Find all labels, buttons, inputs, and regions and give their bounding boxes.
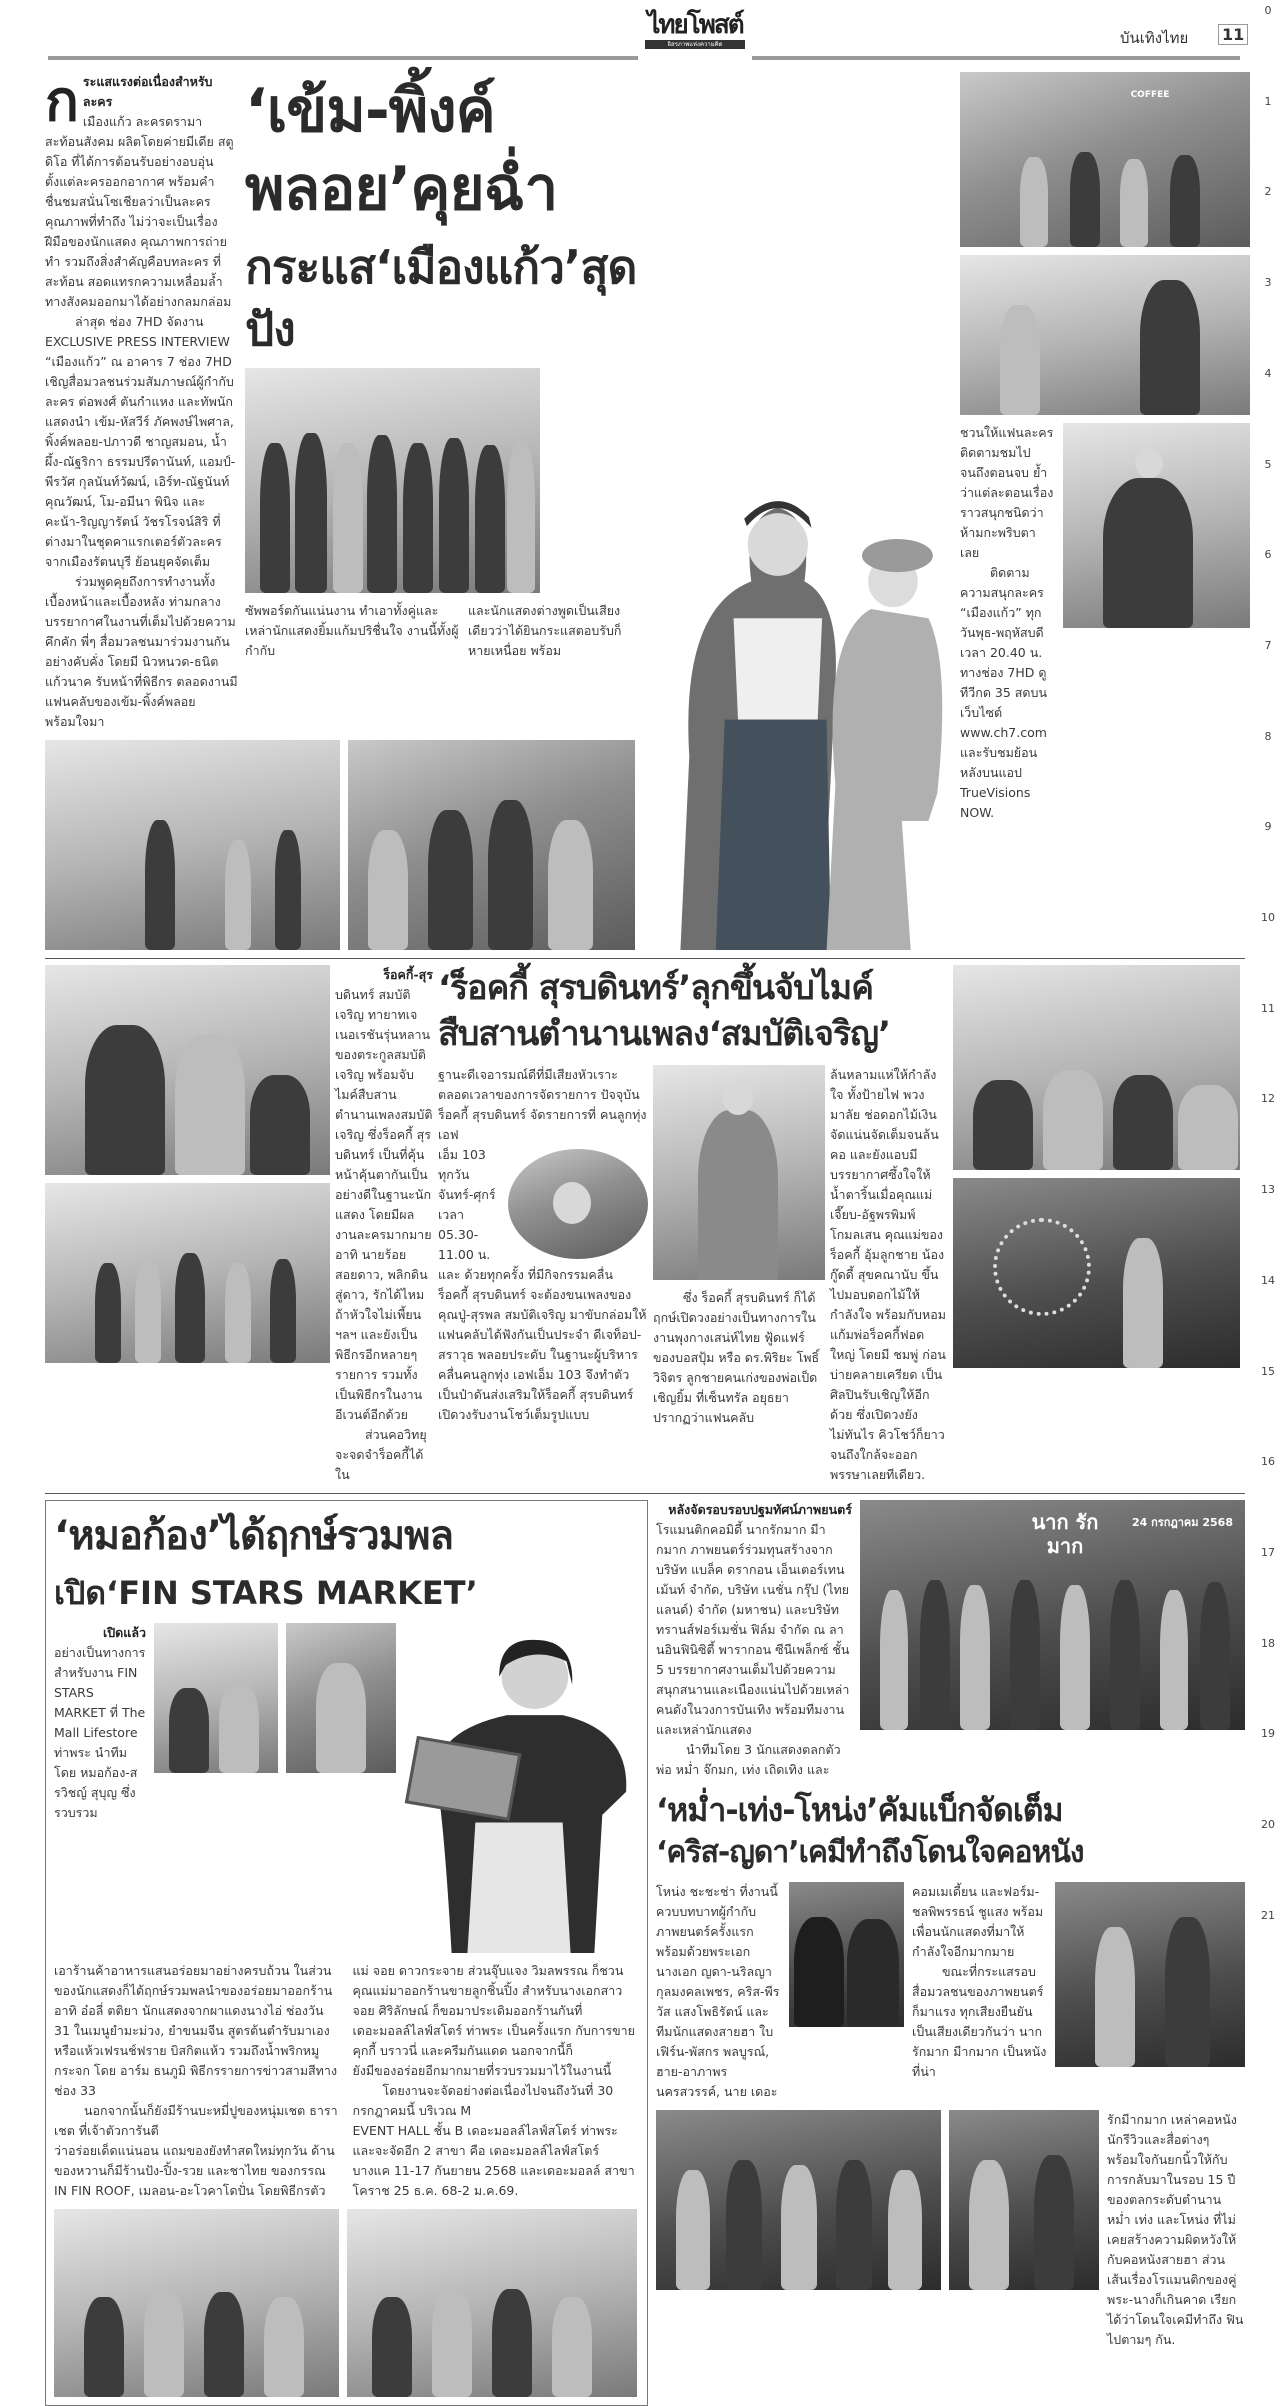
ruler-mark: 6 [1264,548,1272,562]
story2-column-2-top: ฐานะดีเจอารมณ์ดีที่มีเสียงหัวเราะตลอดเวลาของการจัดรายการ ปัจจุบัน ร็อคกี้ สุรบดินทร์ จัดรายการที่ คนลูกทุ่ง เอฟ [438,1067,647,1142]
story4-column-1: โหน่ง ชะชะช่า ที่งานนี้ควบบทบาทผู้กำกับภาพยนตร์ครั้งแรก พร้อมด้วยพระเอกนางเอก ญดา-นริลญา กุลมงคลเพชร, คริส-พีรวัส แสงโพธิรัตน์ และทีมนักแสดงสายฮา ใบเฟิร์น-พัสกร พลบูรณ์, ฮาย-อาภาพร นครสวรรค์, นาย เดอะ [656,1884,780,2099]
coffee-booth-photo: COFFEE [960,72,1250,247]
market-stall-photo [347,2209,637,2397]
hallway-fans-photo [45,740,340,950]
doctor-kong-photo [404,1623,634,1953]
story2-column-1: ร็อคกี้-สุร บดินทร์ สมบัติเจริญ ทายาทเจเนอเรชันรุ่นหลานของตระกูลสมบัติเจริญ พร้อมจับไมค์สืบสานตำนานเพลงสมบัติเจริญ ซึ่งร็อคกี้ สุรบดินทร์ เป็นที่คุ้นหน้าคุ้นตากันเป็นอย่างดีในฐานะนักแสดง โดยมีผลงานละครมากมาย อาทิ นายร้อยสอยดาว, พลิกดินสู่ดาว, รักได้ไหมถ้าหัวใจไม่เพี้ยน ฯลฯ และยังเป็นพิธีกรอีกหลายๆ รายการ รวมทั้งเป็นพิธีกรในงานอีเวนต์อีกด้วย ส่วนคอวิทยุจะจดจำร็อคกี้ได้ใน [335,967,433,1482]
story2-column-2 [438,1065,648,1485]
rocky-oval-photo [508,1149,648,1259]
story1-center [245,72,640,732]
story3-column-4: EVENT HALL ชั้น B เดอะมอลล์ไลฟ์สโตร์ ท่าพระ และจะจัดอีก 2 สาขา คือ เดอะมอลล์ไลฟ์สโตร์ บางแค 11-17 กันยายน 2568 และเดอะมอลล์ สาขาโคราช 25 ธ.ค. 68-2 ม.ค.69. [352,2123,635,2198]
bottom-section [45,1494,1245,2406]
story2-right-photos [953,965,1240,1485]
story1-bottom-photos [45,740,640,950]
concert-crowd-photo [953,965,1240,1170]
actors-wai-photo [789,1882,904,2027]
ruler-mark: 0 [1264,4,1272,17]
story3-column-2: ว่าอร่อยเด็ดแน่นอน แถมของยังทำสดใหม่ทุกวัน ด้านของหวานก็มีร้านปัง-ปิ้ง-รวย และชาไทย ของกรรณ IN FIN ROOF, เมลอน-อะโวคาโดปั่น โดยพิธีกรตัวแม่ จอย ดาวกระจาย ส่วนจุ๊บแจง วิมลพรรณ ก็ชวนคุณแม่มาออกร้านขายลูกชิ้นปิ้ง สำหรับนางเอกสาว จอย ศิริลักษณ์ ก็ขอมาประเดิมออกร้านกันที่เดอะมอลล์ไลฟ์สโตร์ ท่าพระ เป็นครั้งแรก กับการขายคุกกี้ บราวนี่ และครีมกันแดด นอกจากนี้ก็ [54,1963,635,2198]
ruler-mark: 12 [1261,1092,1275,1106]
story3-headline-1: ‘หมอก้อง’ได้ฤกษ์รวมพล [54,1513,454,1559]
story2-under-photo: ซึ่ง ร็อคกี้ สุรบดินทร์ ก็ได้ฤกษ์เปิดวงอย่างเป็นทางการในงานพุงกางเสน่ห์ไทย ฟู้ดแฟร์ ของบอสปุ้ม หรือ ดร.พิริยะ โพธิ์วิจิตร ลูกชายคนเก่งของพ่อเป็ด เชิญยิ้ม ที่เซ็นทรัล อยุธยา ปรากฏว่าแฟนคลับ [653,1290,820,1425]
ruler-mark: 16 [1261,1455,1275,1469]
masthead-logo: ไทยโพสต์ อิสรภาพแห่งความคิด [645,10,745,49]
actor-portrait-photo [1063,423,1250,628]
story2-headlines [438,965,948,1057]
ruler-mark: 3 [1264,276,1272,290]
ruler-mark: 11 [1261,1001,1275,1015]
fan-meet-photo [960,255,1250,415]
ruler-mark: 18 [1261,1636,1275,1650]
ruler-mark: 2 [1264,185,1272,199]
ruler-mark: 8 [1264,729,1272,743]
ruler-mark: 1 [1264,94,1272,108]
ruler-mark: 13 [1261,1183,1275,1197]
story2-column-2-narrow: เอ็ม 103 ทุกวัน จันทร์-ศุกร์ เวลา 05.30- 11.00 น. และ ด้วยทุกครั้ง ที่มีกิจกรรมคลื่น [438,1147,613,1282]
story2-left-photos [45,965,330,1485]
rocky-family-photo [45,965,330,1175]
story2 [45,959,1245,1494]
story4-headlines [656,1788,1245,1874]
ruler-mark: 20 [1261,1818,1275,1831]
page-body [45,0,1245,2406]
ruler-mark: 14 [1261,1273,1275,1287]
ruler-mark: 9 [1264,820,1272,834]
story1-under-photo-col2: และนักแสดงต่างพูดเป็นเสียงเดียวว่าได้ยินกระแสตอบรับก็หายเหนื่อย พร้อม [468,603,622,658]
story4 [656,1500,1245,2350]
story1-column-right-2: ติดตามความสนุกละคร “เมืองแก้ว” ทุกวันพุธ-พฤหัสบดี เวลา 20.40 น. ทางช่อง 7HD ดูทีวีกด 35 สดบนเว็บไซต์ www.ch7.com และรับชมย้อนหลังบนแอป TrueVisions NOW. [960,565,1048,820]
concert-stage-photo [953,1178,1240,1368]
story2-headline-2: สืบสานตำนานเพลง‘สมบัติเจริญ’ [438,1014,891,1054]
market-group-photo [54,2209,339,2397]
lead-couple-poster-photo [1055,1882,1245,2067]
market-food-photo [286,1623,396,1773]
cast-interview-photo [348,740,635,950]
ruler-mark: 17 [1261,1545,1275,1559]
rocky-stage-group-photo [45,1183,330,1363]
story1-column-left: ก ระแสแรงต่อเนื่องสำหรับละคร เมืองแก้ว ละครดรามาสะท้อนสังคม ผลิตโดยค่ายมีเดีย สตูดิโอ ที่ได้การต้อนรับอย่างอบอุ่นตั้งแต่ละครออกอากาศ พร้อมคำชื่นชมสนั่นโซเชียลว่าเป็นละครคุณภาพที่ทำถึง ไม่ว่าจะเป็นเรื่องฝีมือของนักแสดง คุณภาพการถ่ายทำ รวมถึงสิ่งสำคัญคือบทละคร ที่สะท้อน สอดแทรกความเหลื่อมล้ำทางสังคมออกมาได้อย่างกลมกล่อม ล่าสุด ช่อง 7HD จัดงาน EXCLUSIVE PRESS INTERVIEW “เมืองแก้ว” ณ อาคาร 7 ช่อง 7HD เชิญสื่อมวลชนร่วมสัมภาษณ์ผู้กำกับละคร ต่อพงศ์ ตันกำแหง และทัพนักแสดงนำ เข้ม-หัสวีร์ ภัคพงษ์ไพศาล, พิ้งค์พลอย-ปภาวดี ชาญสมอน, น้ำผึ้ง-ณัฐริกา ธรรมปรีดานันท์, แอมป์-พีรวัศ กุลนันท์วัฒน์, เอิร์ท-ณัฐนันท์ คุณวัฒน์, โม-อมีนา พินิจ และคะน้า-ริญญารัตน์ วัชรโรจน์สิริ ที่ต่างมาในชุดคาแรกเตอร์ตัวละครจากเมืองรัตนบุรี ย้อนยุคจัดเต็ม ร่วมพูดคุยถึงการทำงานทั้งเบื้องหน้าและเบื้องหลัง ท่ามกลางบรรยากาศในงานที่เต็มไปด้วยความคึกคัก พี่ๆ สื่อมวลชนมาร่วมงานกันอย่างคับคั่ง โดยมี นิวหนวด-ธนิต แก้วนาค รับหน้าที่พิธีกร ตลอดงานมีแฟนคลับของเข้ม-พิ้งค์พลอย พร้อมใจมา [45,69,238,729]
story4-headline-2: ‘คริส-ญดา’เคมีทำถึงโดนใจคอหนัง [656,1835,1084,1870]
story2-photo-col [653,1065,825,1485]
premiere-guests-photo [949,2110,1099,2290]
story2-column-right: ล้นหลามแห่ให้กำลังใจ ทั้งป้ายไฟ พวงมาลัย ช่อดอกไม้เงิน จัดแน่นจัดเต็มจนล้นคอ และยังแอบมีบรรยากาศซึ้งใจให้น้ำตาริ้นเมื่อคุณแม่เจี๊ยบ-อัฐพรพิมพ์ โกมลเสน คุณแม่ของร็อคกี้ อุ้มลูกชาย น้องกู๊ดดี้ สุขคณานับ ขึ้นไปมอบดอกไม้ให้กำลังใจ พร้อมกับหอมแก้มพ่อร็อคกี้ฟอดใหญ่ โดยมี ชมพู่ ก่อนบ่ายคลายเครียด เป็นศิลปินรับเชิญให้อีกด้วย ซึ่งเปิดวงยังไม่ทันไร คิวโชว์ก็ยาวจนถึงใกล้จะออกพรรษาเลยทีเดียว. [830,1067,946,1482]
story4-column-3: รักมีากมาก เหล่าคอหนังนักรีวิวและสื่อต่างๆ พร้อมใจกันยกนิ้วให้กับการกลับมาในรอบ 15 ปีของตลกระดับตำนาน หม่ำ เท่ง และโหน่ง ที่ไม่เคยสร้างความผิดหวังให้กับคอหนังสายฮา ส่วนเส้นเรื่องโรแมนติกของคู่พระ-นางก็เกินคาด เรียกได้ว่าโดนใจเคมีทำถึง ฟินไปตามๆ กัน. [1107,2112,1244,2347]
press-group-photo [245,368,540,593]
ruler-mark: 21 [1261,1908,1275,1922]
story2-headline-1: ‘ร็อคกี้ สุรบดินทร์’ลุกขึ้นจับไมค์ [438,968,873,1008]
story1-column-right: ชวนให้แฟนละครติดตามชมไปจนถึงตอนจบ ย้ำว่าแต่ละตอนเรื่องราวสนุกชนิดว่าห้ามกะพริบตาเลย ติดตามความสนุกละคร “เมืองแก้ว” ทุกวันพุธ-พฤหัสบดี เวลา 20.40 น. ทางช่อง 7HD ดูทีวีกด 35 สดบนเว็บไซต์ www.ch7.com และรับชมย้อนหลังบนแอป TrueVisions NOW. [960,423,1055,823]
ruler-mark: 5 [1264,457,1272,471]
ruler-mark: 15 [1261,1364,1275,1378]
story1-under-photo-col1: ซัพพอร์ตกันแน่นงาน ทำเอาทั้งคู่และเหล่านักแสดงยิ้มแก้มปริชื่นใจ งานนี้ทั้งผู้กำกับ [245,603,459,658]
drop-cap: ก [45,69,79,134]
section-label: บันเทิงไทย [1120,29,1189,47]
fin-stars-market-box [45,1500,648,2406]
premiere-red-carpet-photo [656,2110,941,2290]
premiere-stage-photo: นาก รัก มาก 24 กรกฎาคม 2568 [860,1500,1245,1730]
story1 [45,66,1245,959]
story3-headline-2: เปิด‘FIN STARS MARKET’ [54,1574,478,1612]
page-number: 11 [1218,24,1248,45]
story3-column-narrow: เปิดแล้ว อย่างเป็นทางการสำหรับงาน FIN STARS MARKET ที่ The Mall Lifestore ท่าพระ นำทีมโดย หมอก้อง-สรวิชญ์ สุบุญ ซึ่งรวบรวม [54,1625,146,1820]
ruler-mark: 10 [1261,911,1275,924]
story3-column-3: ยังมีของอร่อยอีกมากมายที่รวบรวมมาไว้ในงานนี้ [352,2063,612,2078]
story4-column-2: คอมเมเดี้ยน และฟอร์ม-ชลพิพรรธน์ ชูแสง พร้อมเพื่อนนักแสดงที่มาให้กำลังใจอีกมากมาย ขณะที่กระแสรอบสื่อมวลชนของภาพยนตร์ก็มาแรง ทุกเสียงยืนยันเป็นเสียงเดียวกันว่า นากรักมาก มีากมาก เป็นหนังที่น่า [912,1884,1047,2079]
rocky-singing-photo [653,1065,825,1280]
story1-right [960,72,1250,950]
cover-couple-photo [645,480,955,950]
story1-headline-1: ‘เข้ม-พิ้งค์พลอย’คุยฉ่ำ [245,76,558,224]
ruler-mark: 7 [1264,638,1272,652]
story3-body: เอาร้านค้าอาหารแสนอร่อยมาอย่างครบถ้วน ในส่วนของนักแสดงก็ได้ฤกษ์รวมพลนำของอร่อยมาออกร้าน อาทิ อ๋อลี่ ตติยา นักแสดงจากผาแดงนางไอ่ ช่องวัน 31 ในเมนูยำมะม่วง, ยำขนมจีน สูตรต้นตำรับมาเอง หรือแห้วเฟรนช์ฟราย บิสกิตแห้ว รวมถึงน้ำพริกหมูกระจก โดย อาร์ม ธนภูมิ พิธีกรรายการข่าวสามสีทางช่อง 33 นอกจากนั้นก็ยังมีร้านบะหมี่ปูของหนุ่มเชต ธาราเชต ที่เจ้าตัวการันตี ว่าอร่อยเด็ดแน่นอน แถมของยังทำสดใหม่ทุกวัน ด้านของหวานก็มีร้านปัง-ปิ้ง-รวย และชาไทย ของกรรณ IN FIN ROOF, เมลอน-อะโวคาโดปั่น โดยพิธีกรตัวแม่ จอย ดาวกระจาย ส่วนจุ๊บแจง วิมลพรรณ ก็ชวนคุณแม่มาออกร้านขายลูกชิ้นปิ้ง สำหรับนางเอกสาว จอย ศิริลักษณ์ ก็ขอมาประเดิมออกร้านกันที่เดอะมอลล์ไลฟ์สโตร์ ท่าพระ เป็นครั้งแรก กับการขายคุกกี้ บราวนี่ และครีมกันแดด นอกจากนี้ก็ ยังมีของอร่อยอีกมากมายที่รวบรวมมาไว้ในงานนี้ โดยงานจะจัดอย่างต่อเนื่องไปจนถึงวันที่ 30 กรกฎาคมนี้ บริเวณ M EVENT HALL ชั้น B เดอะมอลล์ไลฟ์สโตร์ ท่าพระ และจะจัดอีก 2 สาขา คือ เดอะมอลล์ไลฟ์สโตร์ บางแค 11-17 กันยายน 2568 และเดอะมอลล์ สาขาโคราช 25 ธ.ค. 68-2 ม.ค.69. [54,1961,639,2201]
ruler-mark: 19 [1261,1727,1275,1741]
story1-headline-2: กระแส‘เมืองแก้ว’สุดปัง [245,240,637,356]
story3-column-main: เอาร้านค้าอาหารแสนอร่อยมาอย่างครบถ้วน ในส่วนของนักแสดงก็ได้ฤกษ์รวมพลนำของอร่อยมาออกร้าน อาทิ อ๋อลี่ ตติยา นักแสดงจากผาแดงนางไอ่ ช่องวัน 31 ในเมนูยำมะม่วง, ยำขนมจีน สูตรต้นตำรับมาเอง หรือแห้วเฟรนช์ฟราย บิสกิตแห้ว รวมถึงน้ำพริกหมูกระจก โดย อาร์ม ธนภูมิ พิธีกรรายการข่าวสามสีทางช่อง 33 [54,1963,338,2098]
story4-intro: หลังจัดรอบรอบปฐมทัศน์ภาพยนตร์ โรแมนติกคอมิดี้ นากรักมาก มีากมาก ภาพยนตร์ร่วมทุนสร้างจากบริษัท แบล็ค ดรากอน เอ็นเตอร์เทนเม้นท์ จำกัด, บริษัท เนชั่น กรุ๊ป (ไทยแลนด์) จำกัด (มหาชน) และบริษัท ทรานส์ฟอร์เมชั่น ฟิล์ม จำกัด ณ ลานอินฟินิซิตี้ พารากอน ซีนีเพล็กซ์ ชั้น 5 บรรยากาศงานเต็มไปด้วยความสนุกสนานและเนืองแน่นไปด้วยเหล่าคนดังในวงการบันเทิง พร้อมทีมงานและเหล่านักแสดง นำทีมโดย 3 นักแสดงตลกตัวพ่อ หม่ำ จ๊กมก, เท่ง เถิดเทิง และ [656,1502,852,1777]
ruler-mark: 4 [1264,366,1272,380]
market-booth-photo [154,1623,278,1773]
story4-headline-1: ‘หม่ำ-เท่ง-โหน่ง’คัมแบ็กจัดเต็ม [656,1791,1063,1829]
story2-column-2-bottom: ร็อคกี้ สุรบดินทร์ จะต้องขนเพลงของคุณปู่-สุรพล สมบัติเจริญ มาขับกล่อมให้แฟนคลับได้ฟังกันเป็นประจำ ดีเจท็อป-สราวุธ พลอยประดับ ในฐานะผู้บริหารคลื่นคนลูกทุ่ง เอฟเอ็ม 103 จึงทำตัวเป็นป๋าดันส่งเสริมให้ร็อคกี้ สุรบดินทร์ เปิดวงรับงานโชว์เต็มรูปแบบ [438,1287,647,1422]
